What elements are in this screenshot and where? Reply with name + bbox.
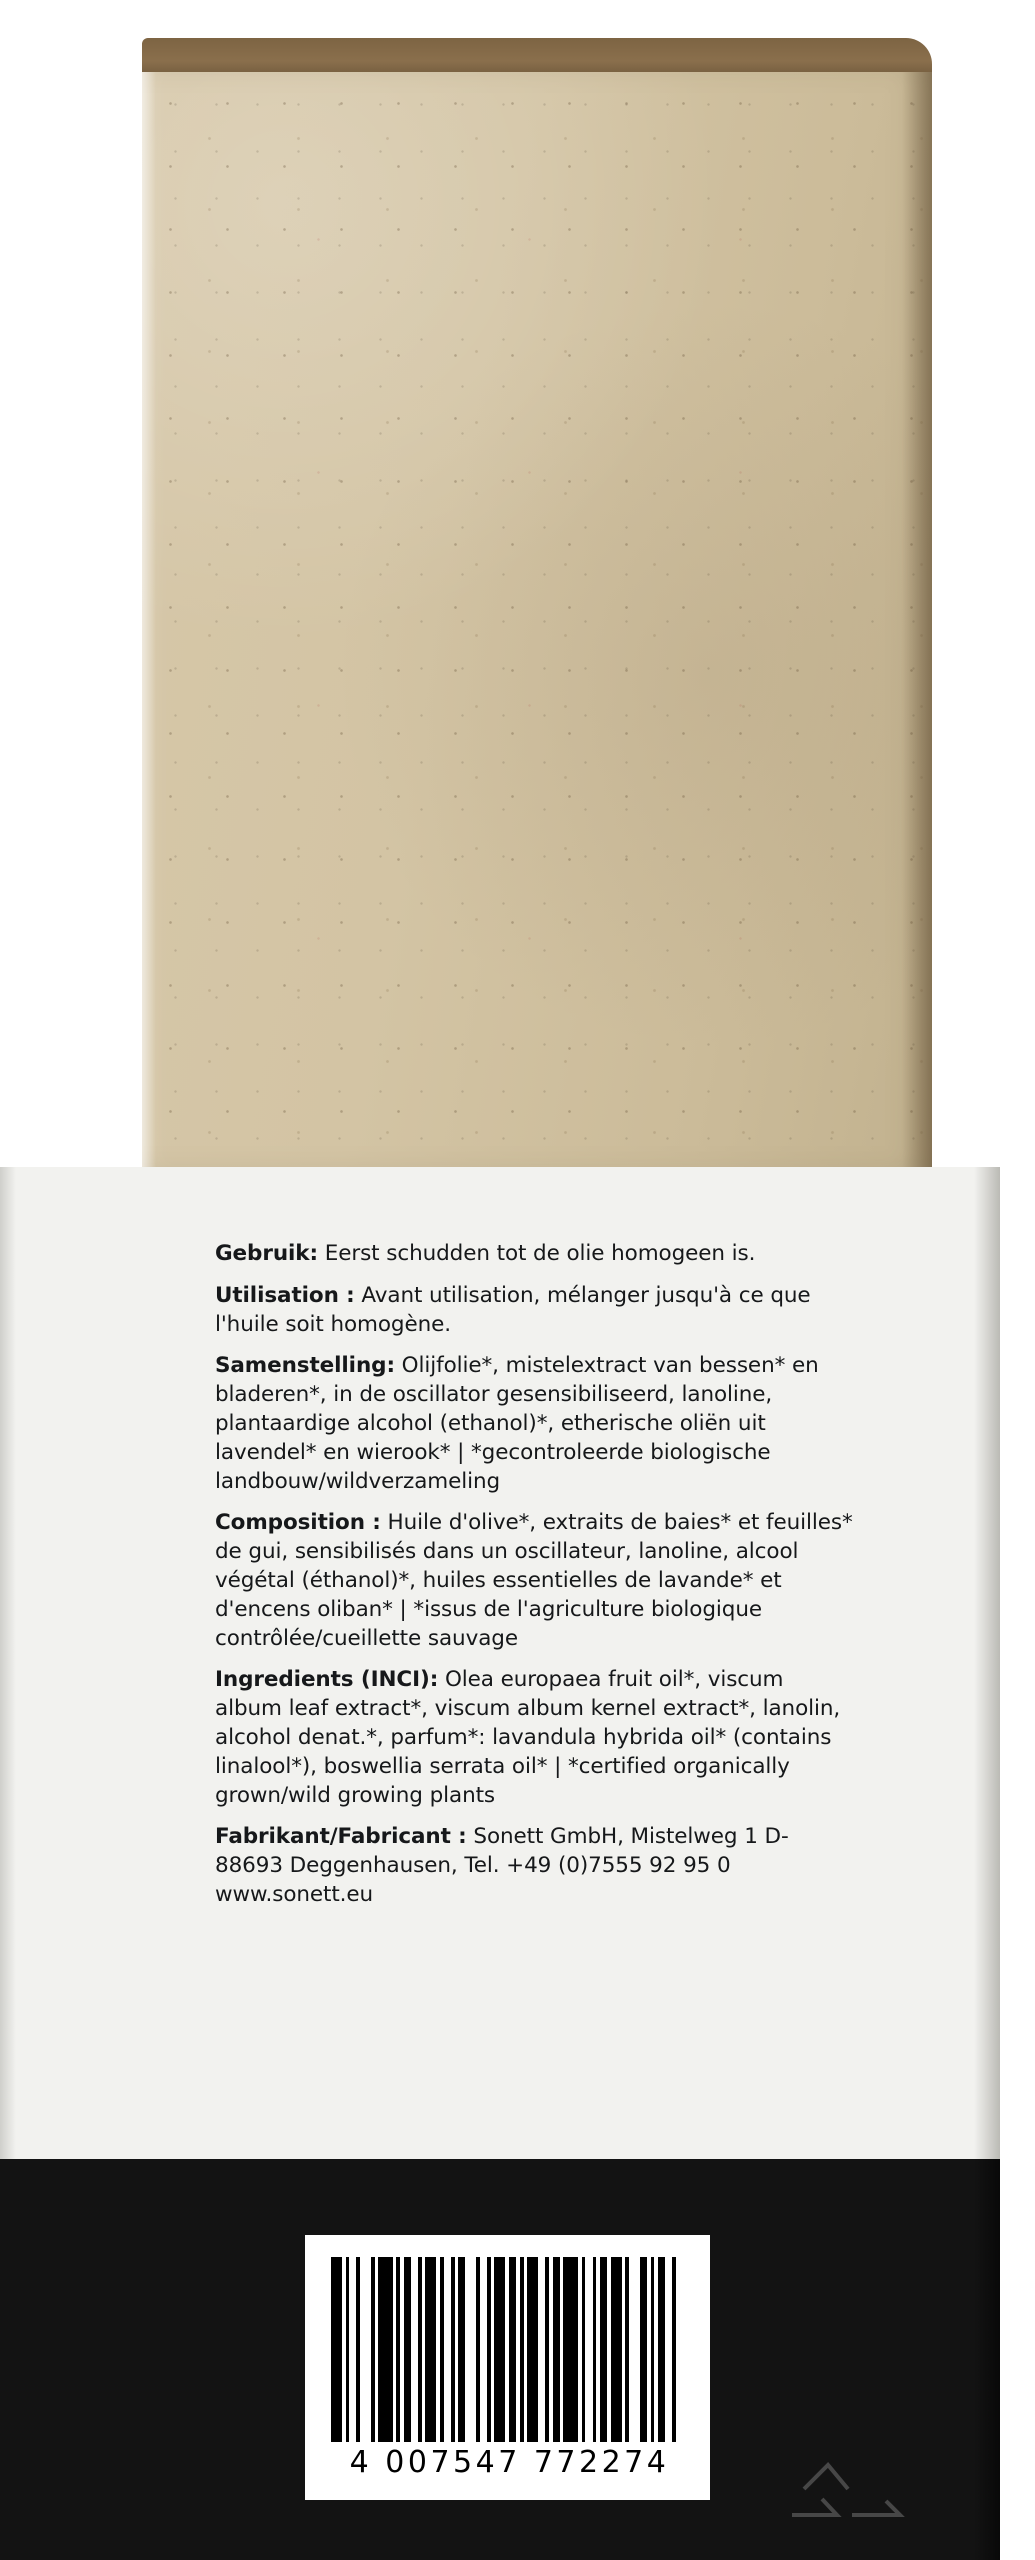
label-heading-usage-nl: Gebruik:	[215, 1241, 318, 1266]
barcode-bars	[331, 2257, 687, 2442]
label-heading-manufacturer: Fabrikant/Fabricant :	[215, 1824, 467, 1850]
barcode-digits: 4 007547 772274	[349, 2445, 670, 2480]
carton-right-fold-shadow	[902, 72, 932, 1167]
label-body-ingredients-inci: Olea europaea fruit oil*, viscum album leaf extract*, viscum album kernel extract*, lanolin, alcohol denat.*, parfum*: lavandula hybrida oil* (contains linalool*), boswellia serrata oil* | *certified organically grown/wild growing plants	[215, 1667, 841, 1808]
label-body-manufacturer: Sonett GmbH, Mistelweg 1 D-88693 Deggenhausen, Tel. +49 (0)7555 92 95 0 www.sonett.eu	[215, 1824, 789, 1907]
paper-texture	[142, 72, 932, 1167]
label-body-composition-nl: Olijfolie*, mistelextract van bessen* en bladeren*, in de oscillator gesensibiliseerd, lanoline, plantaardige alcohol (ethanol)*, etherische oliën uit lavendel* en wierook* | *gecontroleerde biologische landbouw/wildverzameling	[215, 1353, 819, 1494]
label-section-composition-nl	[215, 1352, 855, 1496]
label-body-usage-nl: Eerst schudden tot de olie homogeen is.	[318, 1241, 756, 1266]
label-section-usage-fr	[215, 1282, 855, 1340]
label-heading-usage-fr: Utilisation :	[215, 1282, 355, 1308]
label-heading-composition-nl: Samenstelling:	[215, 1353, 395, 1379]
recycling-icon	[782, 2455, 912, 2529]
label-heading-ingredients-inci: Ingredients (INCI):	[215, 1667, 439, 1693]
label-section-manufacturer	[215, 1823, 855, 1909]
label-section-usage-nl	[215, 1240, 855, 1269]
barcode	[305, 2235, 710, 2500]
label-body-composition-fr: Huile d'olive*, extraits de baies* et feuilles* de gui, sensibilisés dans un oscillateur, lanoline, alcool végétal (éthanol)*, huiles essentielles de lavande* et d'encens oliban* | *issus de l'agriculture biologique contrôlée/cueillette sauvage	[215, 1510, 853, 1651]
label-heading-composition-fr: Composition :	[215, 1510, 381, 1536]
label-section-composition-fr	[215, 1509, 855, 1653]
carton-kraft-body	[142, 72, 932, 1167]
label-text-block	[215, 1240, 855, 1923]
photo-right-gutter	[1000, 0, 1035, 2560]
carton-left-fold-highlight	[142, 72, 156, 1167]
label-section-ingredients-inci	[215, 1666, 855, 1810]
label-body-usage-fr: Avant utilisation, mélanger jusqu'à ce que l'huile soit homogène.	[215, 1282, 811, 1337]
